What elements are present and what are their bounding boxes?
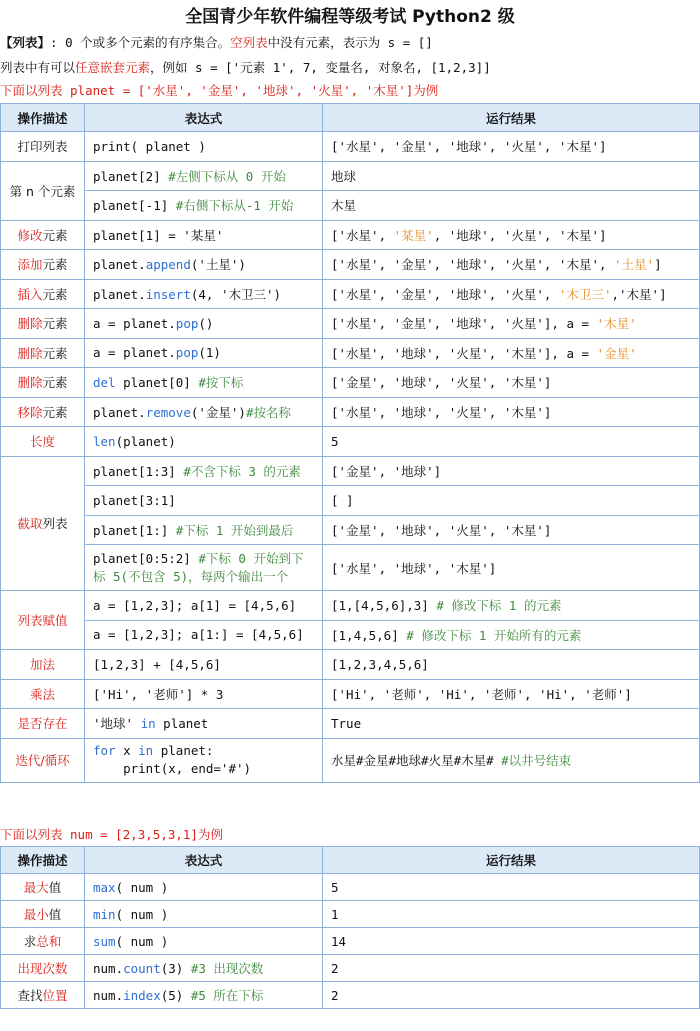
- section-title-planet: 下面以列表 planet = ['水星', '金星', '地球', '火星', '木星']为例: [0, 83, 439, 98]
- table-row: [1, 338, 700, 368]
- expr-modify: planet[1] = '某星': [85, 220, 323, 250]
- result-assign-2: [1,4,5,6] # 修改下标 1 开始所有的元素: [323, 620, 700, 650]
- expr-index-2: planet[2] #左侧下标从 0 开始: [85, 161, 323, 191]
- table-row: [1, 650, 700, 680]
- result-remove: ['水星', '地球', '火星', '木星']: [323, 397, 700, 427]
- intro-line-1: 【列表】: 0 个或多个元素的有序集合。空列表中没有元素，表示为 s = []: [0, 35, 433, 50]
- op-nth: 第 n 个元素: [1, 161, 85, 220]
- table-row: [1, 591, 700, 621]
- header-operation: 操作描述: [1, 104, 85, 132]
- section-title-num: 下面以列表 num = [2,3,5,3,1]为例: [0, 827, 223, 842]
- table-row: [1, 309, 700, 339]
- table-row: [1, 191, 700, 221]
- table-row: [1, 132, 700, 162]
- table-row: [1, 250, 700, 280]
- expr-slice-4: planet[0:5:2] #下标 0 开始到下标 5(不包含 5)，每两个输出一个: [85, 545, 323, 591]
- op-add: 加法: [1, 650, 85, 680]
- op-del: 删除元素: [1, 368, 85, 398]
- op-print: 打印列表: [1, 132, 85, 162]
- result-modify: ['水星', '某星', '地球', '火星', '木星']: [323, 220, 700, 250]
- result-in: True: [323, 709, 700, 739]
- expr-pop-1: a = planet.pop(1): [85, 338, 323, 368]
- expr-max: max( num ): [85, 874, 323, 901]
- table-row: [1, 874, 700, 901]
- table-row: [1, 545, 700, 591]
- table-row: [1, 368, 700, 398]
- op-assign: 列表赋值: [1, 591, 85, 650]
- list-tag: 【列表】: [0, 35, 51, 50]
- header-operation: 操作描述: [1, 847, 85, 874]
- result-pop-1: ['水星', '地球', '火星', '木星'], a = '金星': [323, 338, 700, 368]
- num-functions-table: [0, 846, 700, 1009]
- result-max: 5: [323, 874, 700, 901]
- result-slice-4: ['水星', '地球', '木星']: [323, 545, 700, 591]
- table-header-row: [1, 847, 700, 874]
- header-result: 运行结果: [323, 104, 700, 132]
- table-row: [1, 709, 700, 739]
- result-min: 1: [323, 901, 700, 928]
- table-row: [1, 620, 700, 650]
- table-header-row: [1, 104, 700, 132]
- expr-in: '地球' in planet: [85, 709, 323, 739]
- expr-len: len(planet): [85, 427, 323, 457]
- op-min: 最小值: [1, 901, 85, 928]
- expr-count: num.count(3) #3 出现次数: [85, 955, 323, 982]
- table-row: [1, 901, 700, 928]
- table-row: [1, 486, 700, 516]
- result-index-2: 地球: [323, 161, 700, 191]
- table-row: [1, 928, 700, 955]
- op-modify: 修改元素: [1, 220, 85, 250]
- table-row: [1, 738, 700, 782]
- result-index: 2: [323, 982, 700, 1009]
- expr-slice-1: planet[1:3] #不含下标 3 的元素: [85, 456, 323, 486]
- result-multiply: ['Hi', '老师', 'Hi', '老师', 'Hi', '老师']: [323, 679, 700, 709]
- op-sum: 求总和: [1, 928, 85, 955]
- expr-index: num.index(5) #5 所在下标: [85, 982, 323, 1009]
- header-expression: 表达式: [85, 847, 323, 874]
- op-pop: 删除元素: [1, 309, 85, 339]
- result-pop: ['水星', '金星', '地球', '火星'], a = '木星': [323, 309, 700, 339]
- result-len: 5: [323, 427, 700, 457]
- expr-sum: sum( num ): [85, 928, 323, 955]
- expr-pop: a = planet.pop(): [85, 309, 323, 339]
- op-in: 是否存在: [1, 709, 85, 739]
- result-count: 2: [323, 955, 700, 982]
- intro-line-2: 列表中有可以任意嵌套元素，例如 s = ['元素 1', 7, 变量名, 对象名, [1,2,3]]: [0, 60, 491, 75]
- expr-iterate: for x in planet: print(x, end='#'): [85, 738, 323, 782]
- result-iterate: 水星#金星#地球#火星#木星# #以井号结束: [323, 738, 700, 782]
- op-slice: 截取列表: [1, 456, 85, 591]
- result-append: ['水星', '金星', '地球', '火星', '木星', '土星']: [323, 250, 700, 280]
- table-row: [1, 456, 700, 486]
- expr-append: planet.append('土星'): [85, 250, 323, 280]
- header-expression: 表达式: [85, 104, 323, 132]
- op-remove: 移除元素: [1, 397, 85, 427]
- expr-assign-2: a = [1,2,3]; a[1:] = [4,5,6]: [85, 620, 323, 650]
- expr-add: [1,2,3] + [4,5,6]: [85, 650, 323, 680]
- result-insert: ['水星', '金星', '地球', '火星', '木卫三','木星']: [323, 279, 700, 309]
- op-append: 添加元素: [1, 250, 85, 280]
- expr-remove: planet.remove('金星')#按名称: [85, 397, 323, 427]
- expr-multiply: ['Hi', '老师'] * 3: [85, 679, 323, 709]
- expr-assign-1: a = [1,2,3]; a[1] = [4,5,6]: [85, 591, 323, 621]
- op-iterate: 迭代/循环: [1, 738, 85, 782]
- table-row: [1, 982, 700, 1009]
- table-row: [1, 427, 700, 457]
- result-del: ['金星', '地球', '火星', '木星']: [323, 368, 700, 398]
- result-sum: 14: [323, 928, 700, 955]
- op-pop-1: 删除元素: [1, 338, 85, 368]
- expr-slice-2: planet[3:1]: [85, 486, 323, 516]
- result-slice-2: [ ]: [323, 486, 700, 516]
- result-slice-1: ['金星', '地球']: [323, 456, 700, 486]
- result-add: [1,2,3,4,5,6]: [323, 650, 700, 680]
- page-title: 全国青少年软件编程等级考试 Python2 级: [185, 7, 515, 27]
- expr-slice-3: planet[1:] #下标 1 开始到最后: [85, 515, 323, 545]
- expr-index-neg1: planet[-1] #右侧下标从-1 开始: [85, 191, 323, 221]
- result-index-neg1: 木星: [323, 191, 700, 221]
- op-insert: 插入元素: [1, 279, 85, 309]
- expr-del: del planet[0] #按下标: [85, 368, 323, 398]
- table-row: [1, 161, 700, 191]
- op-index: 查找位置: [1, 982, 85, 1009]
- list-operations-table: [0, 103, 700, 783]
- result-print: ['水星', '金星', '地球', '火星', '木星']: [323, 132, 700, 162]
- table-row: [1, 220, 700, 250]
- table-row: [1, 679, 700, 709]
- table-row: [1, 955, 700, 982]
- result-assign-1: [1,[4,5,6],3] # 修改下标 1 的元素: [323, 591, 700, 621]
- op-count: 出现次数: [1, 955, 85, 982]
- table-row: [1, 397, 700, 427]
- op-multiply: 乘法: [1, 679, 85, 709]
- header-result: 运行结果: [323, 847, 700, 874]
- expr-min: min( num ): [85, 901, 323, 928]
- op-len: 长度: [1, 427, 85, 457]
- expr-insert: planet.insert(4, '木卫三'): [85, 279, 323, 309]
- table-row: [1, 515, 700, 545]
- expr-print: print( planet ): [85, 132, 323, 162]
- op-max: 最大值: [1, 874, 85, 901]
- table-row: [1, 279, 700, 309]
- result-slice-3: ['金星', '地球', '火星', '木星']: [323, 515, 700, 545]
